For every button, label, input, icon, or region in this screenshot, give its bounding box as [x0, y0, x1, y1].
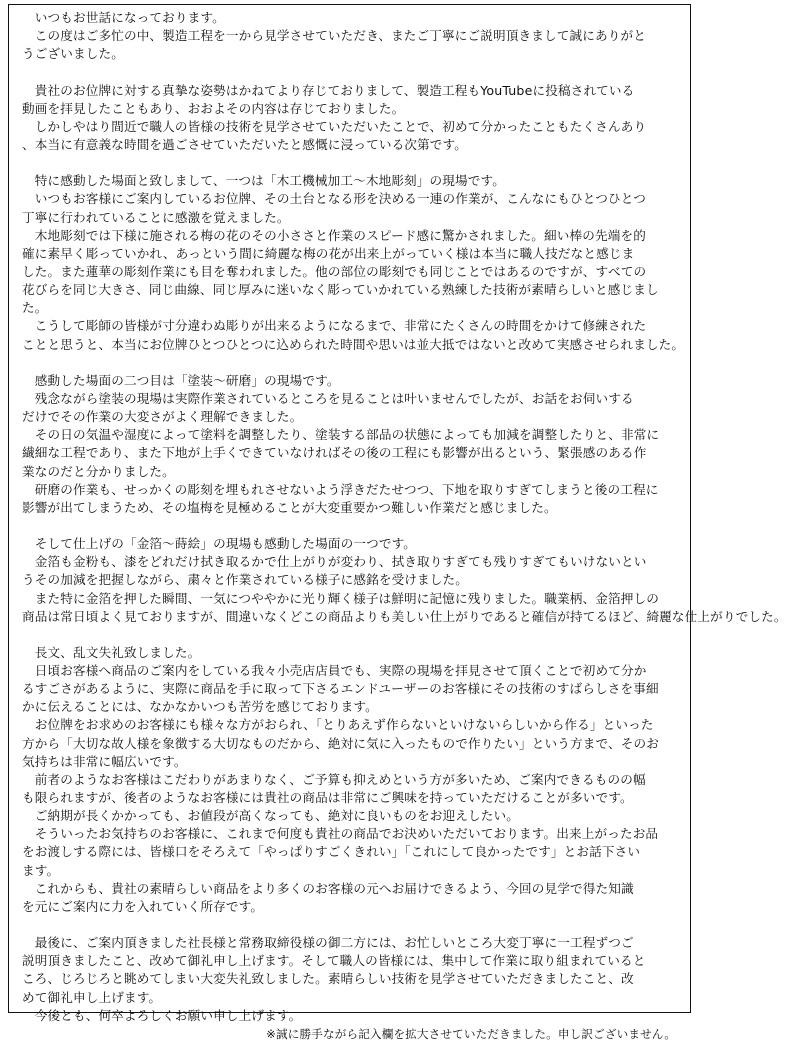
paragraph-spacer	[22, 63, 678, 81]
text-line: かに伝えることには、なかなかいつも苦労を感じております。	[22, 699, 378, 715]
letter-paragraph	[22, 390, 678, 426]
text-line: ことと思うと、本当にお位牌ひとつひとつに込められた時間や思いは並大抵ではないと改めて実感させられました。	[22, 336, 685, 352]
letter-paragraph	[22, 934, 678, 1007]
letter-paragraph	[22, 662, 678, 716]
text-line: ます。	[22, 862, 60, 878]
letter-paragraph	[22, 372, 678, 390]
text-line: その日の気温や湿度によって塗料を調整したり、塗装する部品の状態によっても加減を調整したりと、非常に	[22, 427, 660, 443]
text-line: いつもお客様にご案内しているお位牌、その土台となる形を決める一連の作業が、こんなにもひとつひとつ	[22, 191, 646, 207]
text-line: お位牌をお求めのお客様にも様々な方がおられ、「とりあえず作らないといけないらしいから作る」といった	[22, 717, 654, 733]
letter-paragraph	[22, 190, 678, 226]
text-line: 貴社のお位牌に対する真摯な姿勢はかねてより存じておりまして、製造工程もYouTubeに投稿されている	[22, 82, 635, 98]
letter-paragraph	[22, 481, 678, 517]
text-line: 商品は常日頃よく見ておりますが、間違いなくどこの商品よりも美しい仕上がりであると確信が持てるほど、綺麗な仕上がりでした。	[22, 608, 787, 624]
text-line: 影響が出てしまうため、その塩梅を見極めることが大変重要かつ難しい作業だと感じました。	[22, 499, 557, 515]
footnote: ※誠に勝手ながら記入欄を拡大させていただきました。申し訳ございません。	[266, 1026, 676, 1041]
text-line: 、本当に有意義な時間を過ごさせていただいたと感慨に浸っている次第です。	[22, 136, 468, 152]
text-line: 金箔も金粉も、漆をどれだけ拭き取るかで仕上がりが変わり、拭き取りすぎても残りすぎてもいけないとい	[22, 554, 647, 570]
letter-paragraph	[22, 118, 678, 154]
text-line: を元にご案内に力を入れていく所存です。	[22, 898, 264, 914]
text-line: めて御礼申し上げます。	[22, 989, 162, 1005]
text-line: 動画を拝見したこともあり、おおよその内容は存じておりました。	[22, 100, 405, 116]
text-line: そういったお気持ちのお客様に、これまで何度も貴社の商品でお決めいただいております。出来上がったお品	[22, 826, 659, 842]
text-line: も限られますが、後者のようなお客様には貴社の商品は非常にご興味を持っていただけることが多いです。	[22, 790, 633, 806]
text-line: 業なのだと分かりました。	[22, 463, 175, 479]
letter-paragraph	[22, 82, 678, 118]
text-line: 木地彫刻では下様に施される梅の花のその小ささと作業のスピード感に驚かされました。細い棒の先端を的	[22, 227, 646, 243]
text-line: した。また蓮華の彫刻作業にも目を奪われました。他の部位の彫刻でも同じことではあるのですが、すべての	[22, 263, 647, 279]
text-line: 気持ちは非常に幅広いです。	[22, 753, 187, 769]
text-line: ご納期が長くかかっても、お値段が高くなっても、絶対に良いものをお迎えしたい。	[22, 808, 520, 824]
text-line: 感動した場面の二つ目は「塗装～研磨」の現場です。	[22, 372, 340, 388]
text-line: これからも、貴社の素晴らしい商品をより多くのお客様の元へお届けできるよう、今回の見学で得た知識	[22, 880, 634, 896]
text-line: 特に感動した場面と致しまして、一つは「木工機械加工～木地彫刻」の現場です。	[22, 173, 506, 189]
letter-paragraph	[22, 825, 678, 879]
letter-paragraph	[22, 590, 787, 626]
letter-paragraph	[22, 880, 678, 916]
letter-paragraph	[22, 426, 678, 480]
text-line: いつもお世話になっております。	[22, 10, 225, 25]
text-line: 説明頂きましたこと、改めて御礼申し上げます。そして職人の皆様には、集中して作業に取り組まれていると	[22, 953, 646, 969]
text-line: 丁寧に行われていることに感激を覚えました。	[22, 209, 290, 225]
paragraph-spacer	[22, 517, 678, 535]
text-line: こうして彫師の皆様が寸分違わぬ彫りが出来るようになるまで、非常にたくさんの時間をかけて修練された	[22, 318, 647, 334]
text-line: 今後とも、何卒よろしくお願い申し上げます。	[22, 1007, 302, 1023]
text-line: そして仕上げの「金箔～蒔絵」の現場も感動した場面の一つです。	[22, 536, 417, 552]
paragraph-spacer	[22, 354, 678, 372]
text-line: 方から「大切な故人様を象徴する大切なものだから、絶対に気に入ったもので作りたい」という方まで、そのお	[22, 735, 659, 751]
letter-paragraph	[22, 27, 678, 63]
text-line: うございました。	[22, 46, 124, 62]
letter-paragraph	[22, 807, 678, 825]
text-line: をお渡しする際には、皆様口をそろえて「やっぱりすごくきれい」「これにして良かったです」とお話下さい	[22, 844, 641, 860]
letter-paragraph	[22, 227, 678, 318]
text-line: 残念ながら塗装の現場は実際作業されているところを見ることは叶いませんでしたが、お話をお伺いする	[22, 390, 634, 406]
letter-frame	[8, 4, 787, 1041]
text-line: ころ、じろじろと眺めてしまい大変失礼致しました。素晴らしい技術を見学させていただきましたこと、改	[22, 971, 634, 987]
paragraph-spacer	[22, 626, 678, 644]
text-line: 花びらを同じ大きさ、同じ曲線、同じ厚みに迷いなく彫っていかれている熟練した技術が素晴らしいと感じまし	[22, 282, 659, 298]
text-line: また特に金箔を押した瞬間、一気につややかに光り輝く様子は鮮明に記憶に残りました。職業柄、金箔押しの	[22, 590, 659, 606]
text-line: 繊細な工程であり、また下地が上手くできていなければその後の工程にも影響が出るという、緊張感のある作	[22, 445, 647, 461]
text-line: 確に素早く彫っていかれ、あっという間に綺麗な梅の花が出来上がっていく様は本当に職人技だなと感じま	[22, 245, 635, 261]
paragraph-spacer	[22, 154, 678, 172]
letter-paragraph	[22, 535, 678, 553]
text-line: うその加減を把握しながら、粛々と作業されている様子に感銘を受けました。	[22, 572, 469, 588]
letter-body	[22, 9, 787, 1043]
letter-paragraph	[22, 553, 678, 589]
letter-paragraph	[22, 716, 678, 770]
text-line: だけでその作業の大変さがよく理解できました。	[22, 409, 303, 425]
text-line: 前者のようなお客様はこだわりがあまりなく、ご予算も抑えめという方が多いため、ご案内できるものの幅	[22, 771, 646, 787]
text-line: この度はご多忙の中、製造工程を一から見学させていただき、またご丁寧にご説明頂きまして誠にありがと	[22, 28, 646, 44]
paragraph-spacer	[22, 916, 678, 934]
letter-paragraph	[22, 317, 685, 353]
text-line: 長文、乱文失礼致しました。	[22, 644, 201, 660]
text-line: 日頃お客様へ商品のご案内をしている我々小売店店員でも、実際の現場を拝見させて頂くことで初めて分か	[22, 663, 647, 679]
letter-paragraph	[22, 1007, 678, 1025]
text-line: 研磨の作業も、せっかくの彫刻を埋もれさせないよう浮きだたせつつ、下地を取りすぎてしまうと後の工程に	[22, 481, 659, 497]
letter-paragraph	[22, 644, 678, 662]
text-line: しかしやはり間近で職人の皆様の技術を見学させていただいたことで、初めて分かったこともたくさんあり	[22, 118, 647, 134]
letter-paragraph	[22, 9, 678, 27]
letter-paragraph	[22, 771, 678, 807]
text-line: 最後に、ご案内頂きました社長様と常務取締役様の御二方には、お忙しいところ大変丁寧に一工程ずつご	[22, 935, 634, 951]
text-line: た。	[22, 300, 48, 316]
text-line: るすごさがあるように、実際に商品を手に取って下さるエンドユーザーのお客様にその技術のすばらしさを事細	[22, 681, 659, 697]
letter-paragraph	[22, 172, 678, 190]
